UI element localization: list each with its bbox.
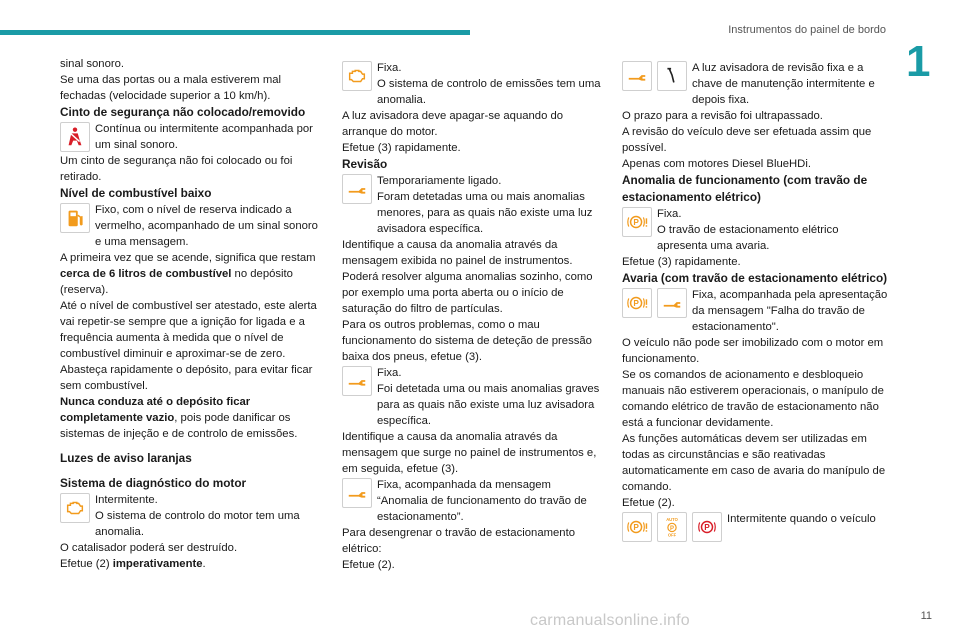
paragraph: O travão de estacionamento elétrico apresenta uma avaria. <box>657 224 839 252</box>
paragraph: Temporariamente ligado. <box>377 175 502 187</box>
paragraph: Se os comandos de acionamento e desbloqueio manuais não estiverem operacionais, o manípulo de comando elétrico de travão de estacionamento não está a funcionar devidamente. <box>622 369 884 429</box>
paragraph: Se uma das portas ou a mala estiverem mal fechadas (velocidade superior a 10 km/h). <box>60 74 282 102</box>
page-header-title: Instrumentos do painel de bordo <box>728 24 886 36</box>
engine-icon <box>60 493 90 523</box>
text-run: no depósito (reserva). <box>60 268 293 296</box>
off-label: OFF <box>667 532 677 538</box>
warning-text <box>377 60 604 108</box>
section-heading: Anomalia de funcionamento (com travão de estacionamento elétrico) <box>622 173 868 204</box>
paragraph: Poderá resolver alguma anomalias sozinho, como por exemplo uma porta aberta ou o início de saturação do filtro de partículas. <box>342 271 593 315</box>
svg-text:P: P <box>633 523 639 533</box>
paragraph: Abasteça rapidamente o depósito, para evitar ficar sem combustível. <box>60 364 313 392</box>
column-2 <box>342 60 604 573</box>
paragraph: Apenas com motores Diesel BlueHDi. <box>622 158 811 170</box>
paragraph: A revisão do veículo deve ser efetuada assim que possível. <box>622 126 872 154</box>
paragraph: Fixa. <box>377 62 402 74</box>
warning-row <box>342 173 604 237</box>
bold-text: Nunca conduza até o depósito ficar completamente vazio <box>60 396 251 424</box>
section-heading: Cinto de segurança não colocado/removido <box>60 105 306 119</box>
paragraph: Para desengrenar o travão de estacionamento elétrico: <box>342 527 575 555</box>
wrench-icon <box>342 478 372 508</box>
warning-row <box>622 511 888 542</box>
wrench-icon <box>342 174 372 204</box>
paragraph: Fixa. <box>377 367 402 379</box>
paragraph: Contínua ou intermitente acompanhada por um sinal sonoro. <box>95 123 313 151</box>
warning-text <box>95 492 322 540</box>
section-heading: Nível de combustível baixo <box>60 186 212 200</box>
parking-brake-fault-icon <box>622 207 652 237</box>
auto-parking-off-icon <box>657 512 687 542</box>
paragraph: Efetue (3) rapidamente. <box>342 142 461 154</box>
paragraph: Fixa. <box>657 208 682 220</box>
svg-text:P: P <box>704 523 710 533</box>
text-run: . <box>202 558 206 570</box>
warning-row <box>342 60 604 108</box>
paragraph: As funções automáticas devem ser utilizadas em todas as circunstâncias e são reativadas automaticamente em caso de avaria do manípulo de comando. <box>622 433 886 493</box>
paragraph: Um cinto de segurança não foi colocado ou foi retirado. <box>60 155 293 183</box>
auto-label: AUTO <box>666 517 678 523</box>
warning-text <box>377 173 604 237</box>
paragraph: Efetue (3) rapidamente. <box>622 256 741 268</box>
svg-text:P: P <box>670 525 674 532</box>
paragraph <box>60 394 322 442</box>
section-heading: Sistema de diagnóstico do motor <box>60 476 247 490</box>
paragraph: O catalisador poderá ser destruído. <box>60 542 238 554</box>
paragraph: Intermitente. <box>95 494 158 506</box>
warning-row <box>622 206 888 254</box>
parking-brake-fault-icon <box>622 512 652 542</box>
warning-row <box>622 287 888 335</box>
parking-brake-red-icon <box>692 512 722 542</box>
paragraph: O veículo não pode ser imobilizado com o motor em funcionamento. <box>622 337 884 365</box>
wrench-icon <box>342 366 372 396</box>
svg-text:P: P <box>633 218 639 228</box>
paragraph <box>60 250 322 298</box>
warning-row <box>342 365 604 429</box>
warning-row <box>60 492 322 540</box>
warning-row <box>342 477 604 525</box>
maintenance-spanner-icon <box>657 61 687 91</box>
paragraph: Fixa, acompanhada da mensagem “Anomalia de funcionamento do travão de estacionamento”. <box>377 479 587 523</box>
paragraph: Intermitente quando o veículo <box>727 513 876 525</box>
column-3 <box>622 60 888 542</box>
paragraph: Fixa, acompanhada pela apresentação da mensagem "Falha do travão de estacionamento". <box>692 289 888 333</box>
text-run: Efetue (2) <box>60 558 113 570</box>
column-1 <box>60 56 322 572</box>
paragraph: Foi detetada uma ou mais anomalias graves para as quais não existe uma luz avisadora específica. <box>377 383 600 427</box>
paragraph: Para os outros problemas, como o mau funcionamento do sistema de deteção de pressão baixa dos pneus, efetue (3). <box>342 319 592 363</box>
warning-row <box>622 60 888 108</box>
section-heading: Avaria (com travão de estacionamento elétrico) <box>622 271 888 285</box>
paragraph: A luz avisadora de revisão fixa e a chave de manutenção intermitente e depois fixa. <box>692 62 875 106</box>
warning-text <box>657 206 888 254</box>
paragraph: O sistema de controlo do motor tem uma anomalia. <box>95 510 300 538</box>
section-heading: Luzes de aviso laranjas <box>60 451 192 465</box>
section-heading: Revisão <box>342 157 388 171</box>
paragraph: Até o nível de combustível ser atestado, este alerta vai repetir-se sempre que a ignição for ligada e a frequência aumenta à medida que o nível de combustível diminuir e aproximar-se de zero. <box>60 300 317 360</box>
header-accent-bar <box>0 30 470 35</box>
paragraph <box>60 556 322 572</box>
warning-text <box>377 365 604 429</box>
paragraph: sinal sonoro. <box>60 58 125 70</box>
paragraph: Identifique a causa da anomalia através da mensagem que surge no painel de instrumentos e, em seguida, efetue (3). <box>342 431 597 475</box>
paragraph: Foram detetadas uma ou mais anomalias menores, para as quais não existe uma luz avisadora específica. <box>377 191 593 235</box>
paragraph: O sistema de controlo de emissões tem uma anomalia. <box>377 78 601 106</box>
fuel-pump-icon <box>60 203 90 233</box>
svg-text:P: P <box>633 299 639 309</box>
bold-text: imperativamente <box>112 558 203 570</box>
text-run: , pois pode danificar os sistemas de injeção e de controlo de emissões. <box>60 412 298 440</box>
paragraph: Fixo, com o nível de reserva indicado a vermelho, acompanhado de um sinal sonoro e uma mensagem. <box>95 204 318 248</box>
watermark: carmanualsonline.info <box>530 612 690 629</box>
seatbelt-warning-icon <box>60 122 90 152</box>
paragraph: Efetue (2). <box>622 497 675 509</box>
wrench-icon <box>657 288 687 318</box>
wrench-icon <box>622 61 652 91</box>
text-run: A primeira vez que se acende, significa que restam <box>60 252 316 264</box>
chapter-number: 1 <box>906 37 931 86</box>
page-number: 11 <box>920 610 932 622</box>
warning-row <box>60 202 322 250</box>
bold-text: cerca de 6 litros de combustível <box>60 268 232 280</box>
paragraph: Identifique a causa da anomalia através da mensagem exibida no painel de instrumentos. <box>342 239 573 267</box>
warning-row <box>60 121 322 153</box>
paragraph: Efetue (2). <box>342 559 395 571</box>
paragraph: A luz avisadora deve apagar-se aquando do arranque do motor. <box>342 110 564 138</box>
paragraph: O prazo para a revisão foi ultrapassado. <box>622 110 823 122</box>
emissions-engine-icon <box>342 61 372 91</box>
parking-brake-fault-icon <box>622 288 652 318</box>
